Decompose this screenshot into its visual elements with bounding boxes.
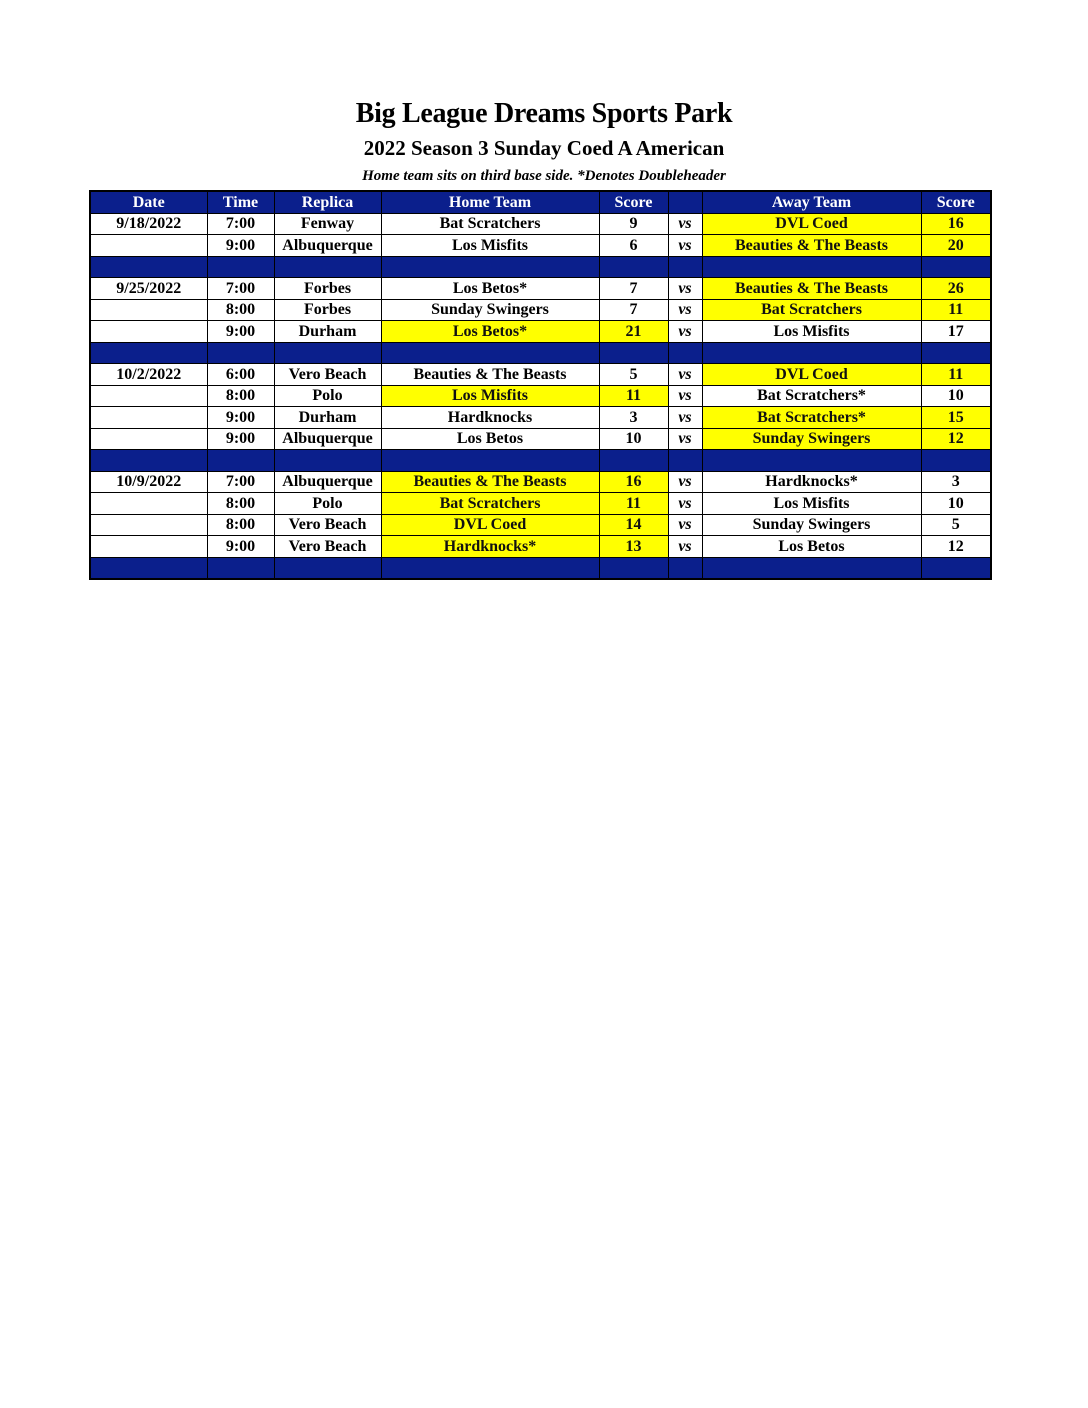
replica-cell: Forbes <box>274 299 381 321</box>
col-header-time: Time <box>207 191 274 213</box>
away-score-cell: 12 <box>921 428 991 450</box>
table-row <box>90 299 991 321</box>
replica-cell: Durham <box>274 321 381 343</box>
home-score-cell: 6 <box>599 235 668 257</box>
home-team-cell: Bat Scratchers <box>381 213 599 235</box>
home-team-cell: Los Misfits <box>381 385 599 407</box>
replica-cell: Albuquerque <box>274 235 381 257</box>
col-header-home-score: Score <box>599 191 668 213</box>
replica-cell: Vero Beach <box>274 364 381 386</box>
home-score-cell: 7 <box>599 299 668 321</box>
vs-cell: vs <box>668 407 702 429</box>
vs-cell: vs <box>668 299 702 321</box>
vs-cell: vs <box>668 493 702 515</box>
time-cell: 7:00 <box>207 278 274 300</box>
vs-cell: vs <box>668 514 702 536</box>
away-score-cell: 3 <box>921 471 991 493</box>
separator-cell <box>381 450 599 472</box>
separator-cell <box>702 342 921 364</box>
away-team-cell: DVL Coed <box>702 364 921 386</box>
away-team-cell: Beauties & The Beasts <box>702 278 921 300</box>
away-score-cell: 11 <box>921 299 991 321</box>
separator-cell <box>90 256 207 278</box>
table-row <box>90 514 991 536</box>
away-team-cell: Los Betos <box>702 536 921 558</box>
home-score-cell: 16 <box>599 471 668 493</box>
schedule-note: Home team sits on third base side. *Denotes Doubleheader <box>362 168 726 184</box>
table-row <box>90 493 991 515</box>
date-cell <box>90 321 207 343</box>
home-score-cell: 13 <box>599 536 668 558</box>
schedule-body <box>90 213 991 579</box>
time-cell: 7:00 <box>207 471 274 493</box>
separator-cell <box>599 342 668 364</box>
col-header-replica: Replica <box>274 191 381 213</box>
date-cell <box>90 428 207 450</box>
home-team-cell: Los Misfits <box>381 235 599 257</box>
vs-cell: vs <box>668 235 702 257</box>
separator-cell <box>599 450 668 472</box>
time-cell: 9:00 <box>207 428 274 450</box>
table-header-row <box>90 191 991 213</box>
separator-cell <box>381 557 599 579</box>
replica-cell: Polo <box>274 493 381 515</box>
page-title: Big League Dreams Sports Park <box>355 98 733 129</box>
separator-cell <box>668 342 702 364</box>
away-score-cell: 5 <box>921 514 991 536</box>
away-score-cell: 20 <box>921 235 991 257</box>
separator-cell <box>207 342 274 364</box>
away-score-cell: 26 <box>921 278 991 300</box>
col-header-vs <box>668 191 702 213</box>
separator-cell <box>668 450 702 472</box>
separator-cell <box>381 342 599 364</box>
table-row <box>90 278 991 300</box>
separator-cell <box>668 256 702 278</box>
date-cell: 10/2/2022 <box>90 364 207 386</box>
time-cell: 9:00 <box>207 235 274 257</box>
replica-cell: Polo <box>274 385 381 407</box>
table-row <box>90 471 991 493</box>
separator-cell <box>90 450 207 472</box>
time-cell: 8:00 <box>207 299 274 321</box>
col-header-away-score: Score <box>921 191 991 213</box>
vs-cell: vs <box>668 364 702 386</box>
time-cell: 8:00 <box>207 385 274 407</box>
separator-cell <box>668 557 702 579</box>
date-cell: 9/25/2022 <box>90 278 207 300</box>
away-score-cell: 12 <box>921 536 991 558</box>
home-score-cell: 21 <box>599 321 668 343</box>
vs-cell: vs <box>668 213 702 235</box>
table-row <box>90 385 991 407</box>
separator-cell <box>381 256 599 278</box>
date-cell <box>90 299 207 321</box>
separator-cell <box>921 256 991 278</box>
vs-cell: vs <box>668 536 702 558</box>
date-cell <box>90 493 207 515</box>
separator-cell <box>702 450 921 472</box>
separator-cell <box>921 342 991 364</box>
home-team-cell: Hardknocks* <box>381 536 599 558</box>
separator-cell <box>90 557 207 579</box>
page-subtitle: 2022 Season 3 Sunday Coed A American <box>363 136 725 160</box>
home-score-cell: 11 <box>599 385 668 407</box>
table-row <box>90 213 991 235</box>
home-team-cell: Beauties & The Beasts <box>381 364 599 386</box>
separator-cell <box>599 256 668 278</box>
separator-cell <box>207 256 274 278</box>
separator-row <box>90 450 991 472</box>
home-team-cell: Los Betos* <box>381 321 599 343</box>
vs-cell: vs <box>668 321 702 343</box>
separator-cell <box>274 450 381 472</box>
col-header-home-team: Home Team <box>381 191 599 213</box>
away-score-cell: 10 <box>921 385 991 407</box>
away-score-cell: 16 <box>921 213 991 235</box>
separator-cell <box>702 256 921 278</box>
table-row <box>90 364 991 386</box>
table-row <box>90 407 991 429</box>
table-row <box>90 235 991 257</box>
away-score-cell: 15 <box>921 407 991 429</box>
away-team-cell: Bat Scratchers* <box>702 385 921 407</box>
date-cell <box>90 514 207 536</box>
replica-cell: Vero Beach <box>274 536 381 558</box>
home-team-cell: Beauties & The Beasts <box>381 471 599 493</box>
date-cell <box>90 407 207 429</box>
separator-cell <box>702 557 921 579</box>
date-cell <box>90 385 207 407</box>
date-cell <box>90 235 207 257</box>
home-team-cell: Bat Scratchers <box>381 493 599 515</box>
replica-cell: Vero Beach <box>274 514 381 536</box>
home-score-cell: 9 <box>599 213 668 235</box>
away-team-cell: Bat Scratchers* <box>702 407 921 429</box>
home-team-cell: Hardknocks <box>381 407 599 429</box>
time-cell: 7:00 <box>207 213 274 235</box>
home-score-cell: 11 <box>599 493 668 515</box>
vs-cell: vs <box>668 385 702 407</box>
date-cell: 10/9/2022 <box>90 471 207 493</box>
time-cell: 9:00 <box>207 536 274 558</box>
home-score-cell: 7 <box>599 278 668 300</box>
away-score-cell: 11 <box>921 364 991 386</box>
away-team-cell: Sunday Swingers <box>702 428 921 450</box>
away-team-cell: DVL Coed <box>702 213 921 235</box>
separator-row <box>90 557 991 579</box>
home-team-cell: Sunday Swingers <box>381 299 599 321</box>
away-team-cell: Hardknocks* <box>702 471 921 493</box>
separator-cell <box>599 557 668 579</box>
table-row <box>90 321 991 343</box>
separator-cell <box>90 342 207 364</box>
away-score-cell: 17 <box>921 321 991 343</box>
away-team-cell: Sunday Swingers <box>702 514 921 536</box>
vs-cell: vs <box>668 471 702 493</box>
table-row <box>90 428 991 450</box>
replica-cell: Albuquerque <box>274 471 381 493</box>
col-header-date: Date <box>90 191 207 213</box>
home-score-cell: 5 <box>599 364 668 386</box>
separator-cell <box>274 256 381 278</box>
separator-cell <box>207 450 274 472</box>
away-team-cell: Beauties & The Beasts <box>702 235 921 257</box>
time-cell: 8:00 <box>207 493 274 515</box>
home-team-cell: DVL Coed <box>381 514 599 536</box>
home-team-cell: Los Betos* <box>381 278 599 300</box>
date-cell <box>90 536 207 558</box>
date-cell: 9/18/2022 <box>90 213 207 235</box>
time-cell: 6:00 <box>207 364 274 386</box>
table-row <box>90 536 991 558</box>
vs-cell: vs <box>668 278 702 300</box>
away-team-cell: Bat Scratchers <box>702 299 921 321</box>
separator-cell <box>207 557 274 579</box>
col-header-away-team: Away Team <box>702 191 921 213</box>
time-cell: 9:00 <box>207 321 274 343</box>
replica-cell: Fenway <box>274 213 381 235</box>
replica-cell: Forbes <box>274 278 381 300</box>
time-cell: 9:00 <box>207 407 274 429</box>
replica-cell: Durham <box>274 407 381 429</box>
away-score-cell: 10 <box>921 493 991 515</box>
separator-row <box>90 342 991 364</box>
separator-cell <box>274 557 381 579</box>
schedule-table <box>89 190 992 580</box>
home-team-cell: Los Betos <box>381 428 599 450</box>
away-team-cell: Los Misfits <box>702 493 921 515</box>
replica-cell: Albuquerque <box>274 428 381 450</box>
separator-cell <box>921 557 991 579</box>
away-team-cell: Los Misfits <box>702 321 921 343</box>
separator-cell <box>274 342 381 364</box>
separator-row <box>90 256 991 278</box>
home-score-cell: 3 <box>599 407 668 429</box>
home-score-cell: 14 <box>599 514 668 536</box>
vs-cell: vs <box>668 428 702 450</box>
separator-cell <box>921 450 991 472</box>
time-cell: 8:00 <box>207 514 274 536</box>
home-score-cell: 10 <box>599 428 668 450</box>
